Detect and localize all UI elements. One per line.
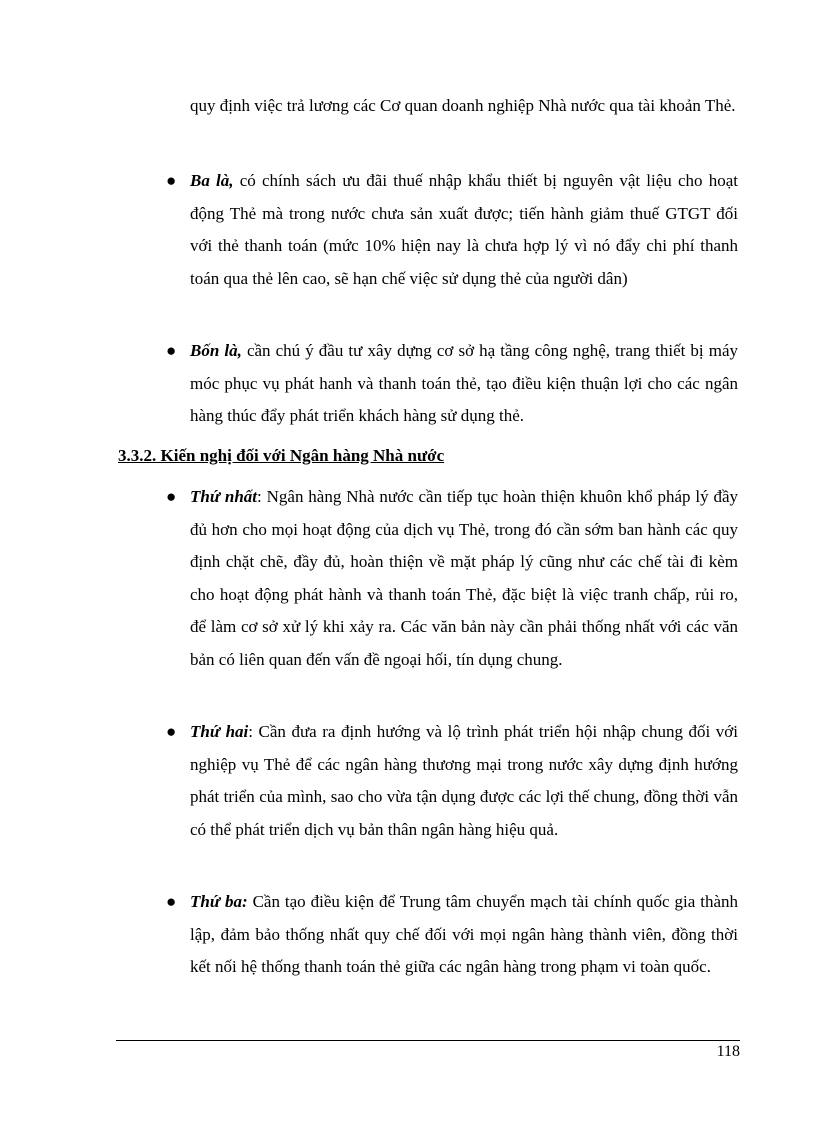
bullet-icon: ● [166,171,177,190]
page-number: 118 [716,1043,740,1060]
list-item-text [190,165,738,295]
list-item-body: : Ngân hàng Nhà nước cần tiếp tục hoàn thiện khuôn khổ pháp lý đầy đủ hơn cho mọi hoạt động của dịch vụ Thẻ, trong đó cần sớm ban hành các quy định chặt chẽ, đầy đủ, hoàn thiện về mặt pháp lý cũng như các chế tài đi kèm cho hoạt động phát hành và thanh toán Thẻ, đặc biệt là việc tranh chấp, rủi ro, để làm cơ sở xử lý khi xảy ra. Các văn bản này cần phải thống nhất với các văn bản có liên quan đến vấn đề ngoại hối, tín dụng chung. [190,487,738,669]
list-item-ba-la [166,165,739,295]
list-item-text [190,716,738,846]
bullet-icon: ● [166,892,177,911]
list-item-text [190,335,738,433]
continuation-paragraph: quy định việc trả lương các Cơ quan doanh nghiệp Nhà nước qua tài khoản Thẻ. [190,96,736,115]
footer-divider [116,1040,740,1041]
list-item-body: : Cần đưa ra định hướng và lộ trình phát triển hội nhập chung đối với nghiệp vụ Thẻ để các ngân hàng thương mại trong nước xây dựng định hướng phát triển của mình, sao cho vừa tận dụng được các lợi thế chung, đồng thời vẫn có thể phát triển dịch vụ bản thân ngân hàng hiệu quả. [190,722,738,839]
list-item-bon-la [166,335,738,433]
bullet-icon: ● [166,722,177,741]
list-item-text [190,886,738,984]
bullet-icon: ● [166,341,177,360]
list-item-body: cần chú ý đầu tư xây dựng cơ sở hạ tầng công nghệ, trang thiết bị máy móc phục vụ phát hanh và thanh toán thẻ, tạo điều kiện thuận lợi cho các ngân hàng thúc đẩy phát triển khách hàng sử dụng thẻ. [190,341,738,426]
list-item-lead: Thứ hai [190,722,249,741]
list-item-body: có chính sách ưu đãi thuế nhập khẩu thiết bị nguyên vật liệu cho hoạt động Thẻ mà trong nước chưa sản xuất được; tiến hành giảm thuế GTGT đối với thẻ thanh toán (mức 10% hiện nay là chưa hợp lý vì nó đẩy chi phí thanh toán qua thẻ lên cao, sẽ hạn chế việc sử dụng thẻ của người dân) [190,171,739,288]
list-item-thu-nhat [166,481,738,677]
list-item-lead: Thứ nhất [190,487,258,506]
list-item-thu-hai [166,716,738,846]
section-heading: 3.3.2. Kiến nghị đối với Ngân hàng Nhà nước [118,446,445,465]
list-item-body: Cần tạo điều kiện để Trung tâm chuyển mạch tài chính quốc gia thành lập, đảm bảo thống nhất quy chế đối với mọi ngân hàng thành viên, đồng thời kết nối hệ thống thanh toán thẻ giữa các ngân hàng trong phạm vi toàn quốc. [190,892,738,977]
list-item-text [190,481,738,677]
list-item-lead: Bốn là, [190,341,242,360]
list-item-thu-ba [166,886,738,984]
list-item-lead: Thứ ba: [190,892,248,911]
bullet-icon: ● [166,487,177,506]
list-item-lead: Ba là, [190,171,234,190]
